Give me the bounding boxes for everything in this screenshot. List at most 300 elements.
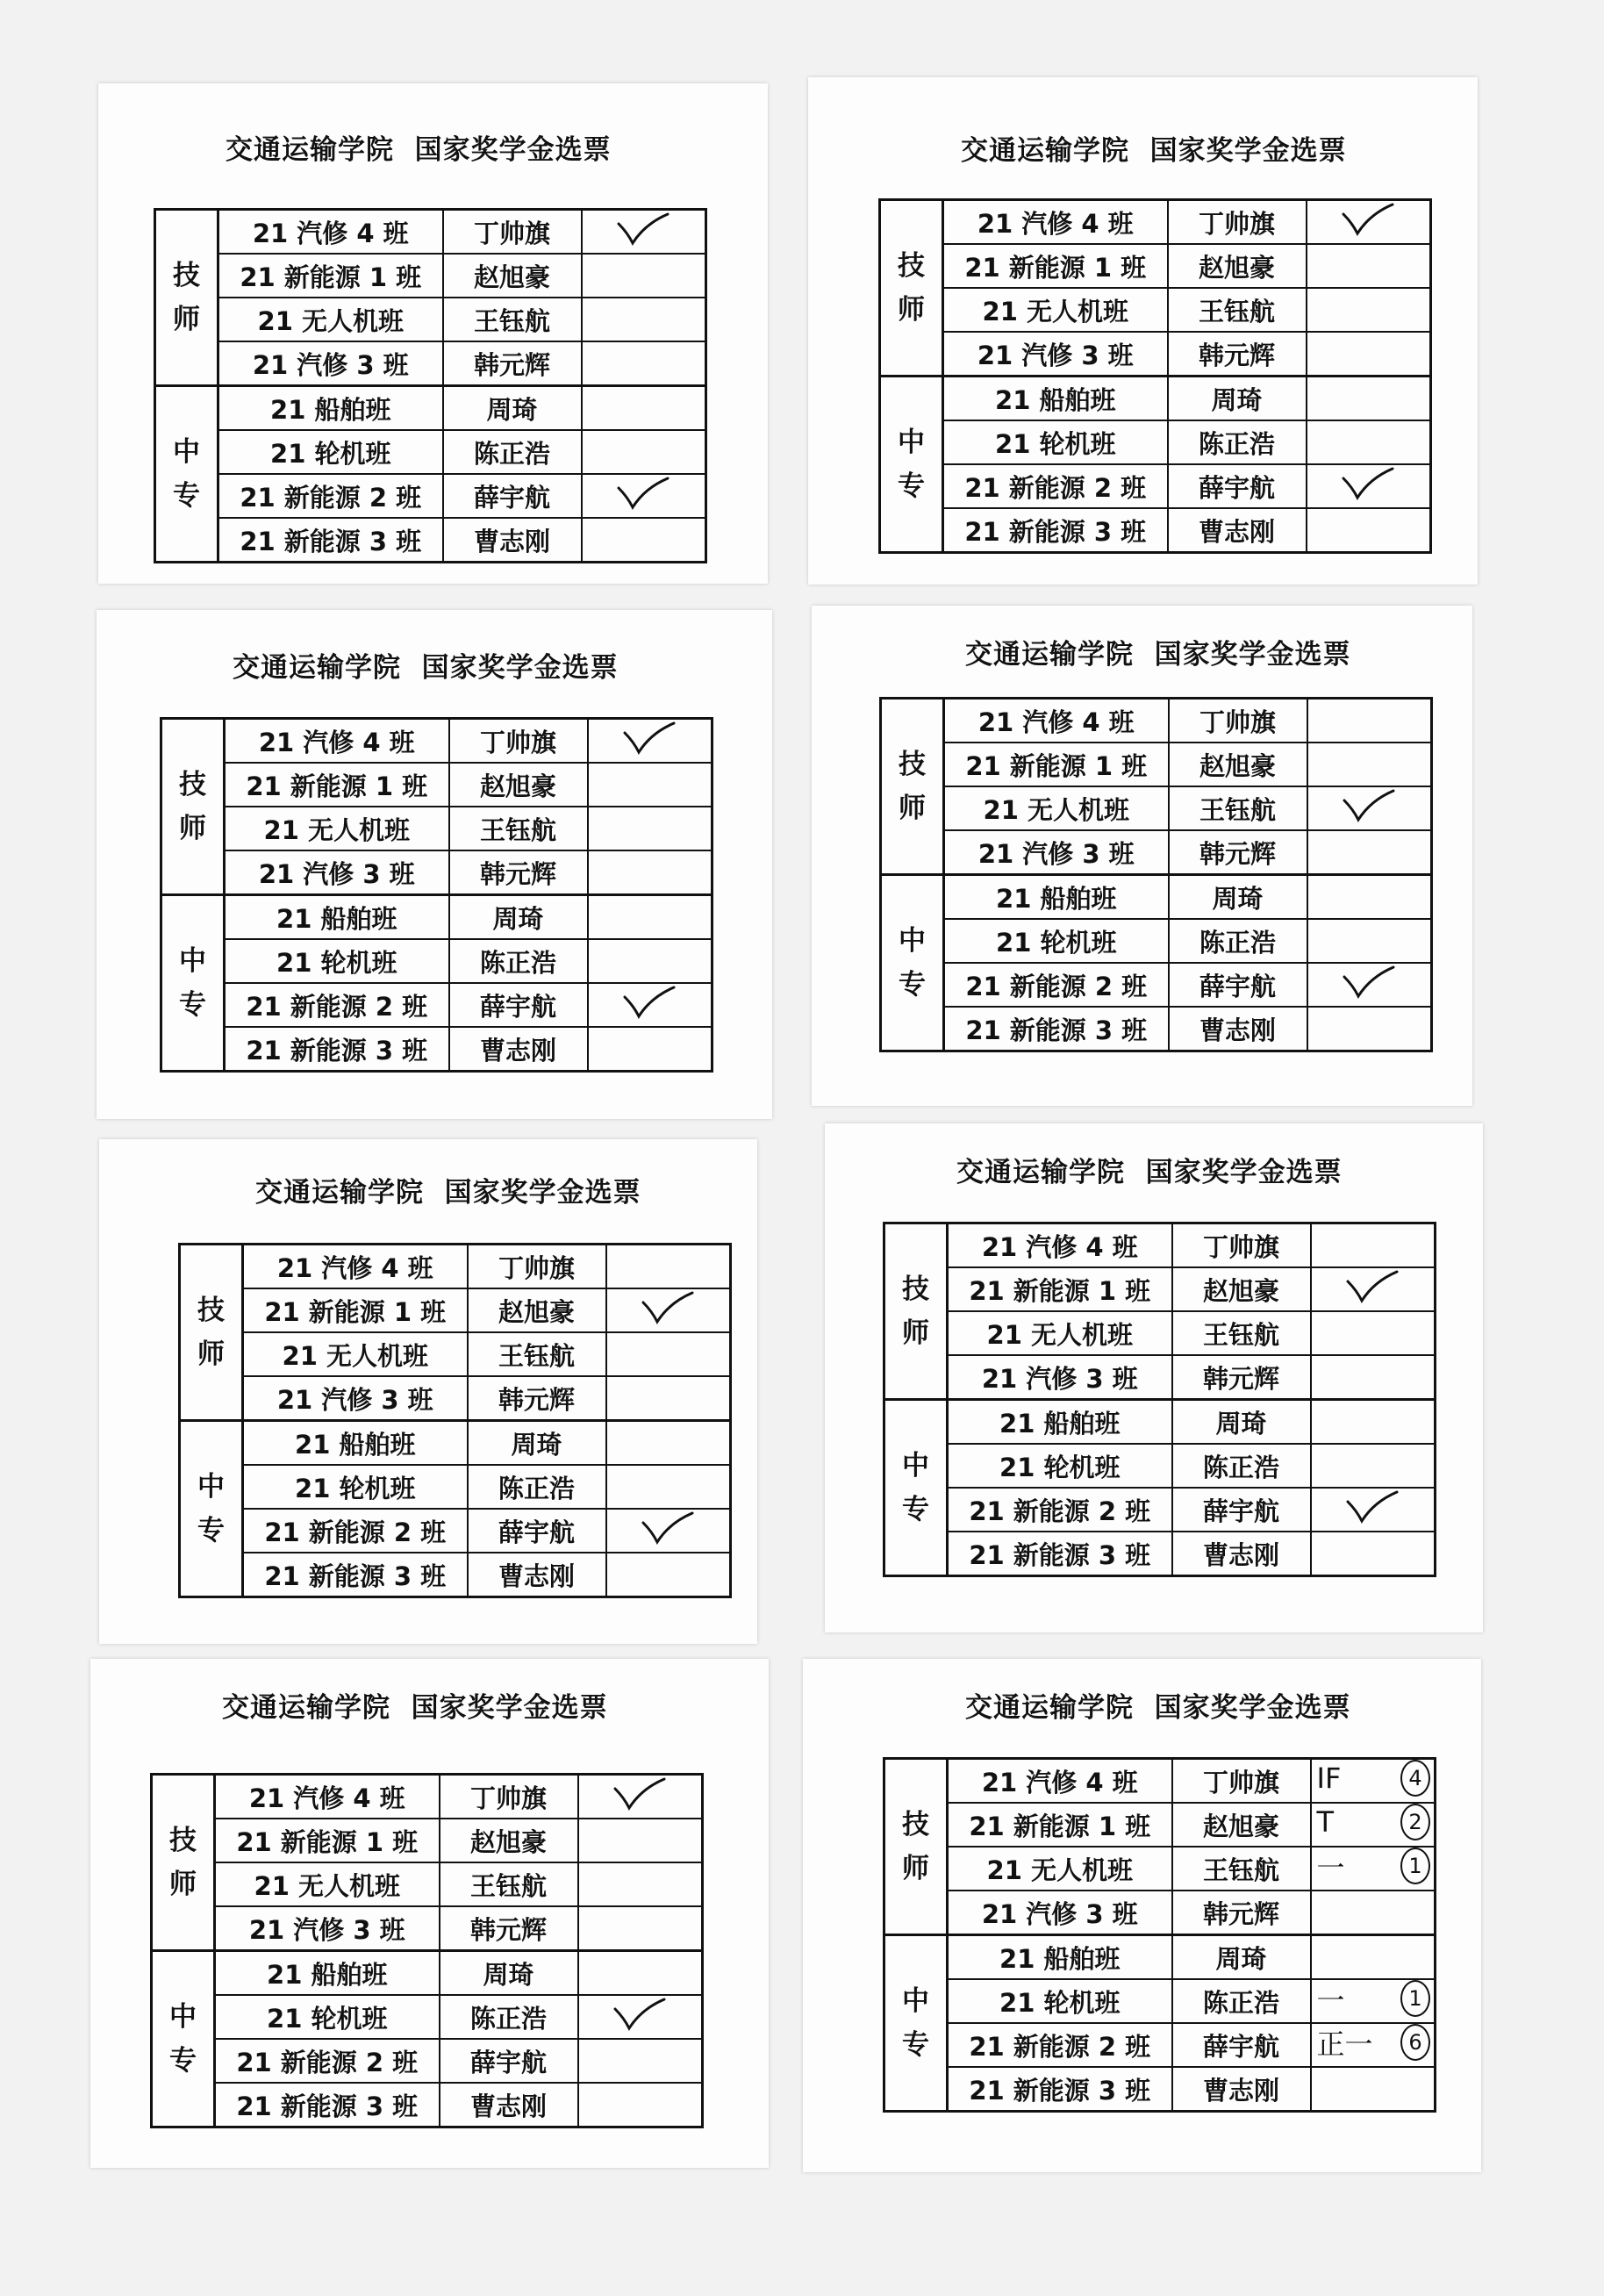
ballot-card [90,1659,769,2168]
class-cell: 21 新能源 1 班 [218,254,443,298]
class-cell: 21 汽修 3 班 [243,1376,468,1421]
vote-mark [1308,830,1431,871]
class-cell: 21 新能源 3 班 [948,1532,1172,1576]
vote-mark-cell[interactable] [606,1332,731,1376]
vote-mark-cell[interactable] [588,939,712,983]
vote-mark-cell[interactable] [1307,963,1432,1007]
vote-mark-cell[interactable] [588,1027,712,1072]
class-cell: 21 汽修 3 班 [218,341,443,386]
ballot-card [98,83,768,584]
vote-mark [1312,1979,1435,2020]
candidate-table [883,1222,1436,1577]
class-cell: 21 船舶班 [225,895,449,940]
group-label-char: 师 [179,813,206,844]
checkmark-icon [640,1290,696,1325]
candidate-name-cell: 周琦 [443,386,582,431]
vote-mark-cell[interactable] [1307,743,1432,786]
vote-mark [583,518,705,558]
checkmark-icon [1344,1269,1400,1304]
vote-mark-cell[interactable] [606,1288,731,1332]
group-label-char: 师 [169,1869,197,1900]
group-label-jishi [881,699,944,875]
vote-mark [1312,1891,1435,1931]
table-row [884,1311,1436,1355]
ballot-title: 交通运输学院 国家奖学金选票 [222,1692,608,1724]
table-row [881,875,1432,920]
class-cell: 21 轮机班 [948,1444,1172,1488]
vote-mark-cell[interactable] [1307,1007,1432,1051]
checkmark-icon [1340,202,1396,237]
candidate-name-cell: 周琦 [1168,377,1307,421]
ballot-card [99,1139,757,1644]
group-label-char: 专 [902,2029,929,2061]
table-row [880,288,1431,332]
table-row [884,1935,1436,1980]
checkmark-icon [1341,788,1397,823]
class-cell: 21 新能源 2 班 [948,2023,1172,2067]
candidate-name-cell: 陈正浩 [1172,1979,1311,2023]
tally-count-circle: 6 [1400,2024,1430,2061]
table-row [884,1532,1436,1576]
ballot-title: 交通运输学院 国家奖学金选票 [956,1157,1343,1188]
group-label-char: 技 [173,260,200,291]
vote-mark-cell[interactable] [1311,2023,1436,2067]
vote-mark-cell[interactable] [606,1421,731,1466]
vote-mark [589,939,712,979]
candidate-name-cell: 薛宇航 [468,1509,606,1553]
vote-mark-cell[interactable] [1311,1847,1436,1891]
candidate-name-cell: 王钰航 [1172,1311,1311,1355]
vote-mark [1312,1847,1435,1887]
table-row [152,1862,703,1906]
table-row [152,1951,703,1996]
vote-mark [607,1288,730,1329]
tally-count-circle: 4 [1400,1760,1430,1797]
candidate-name-cell: 丁帅旗 [449,719,588,764]
vote-mark-cell[interactable] [582,298,706,341]
class-cell: 21 无人机班 [948,1847,1172,1891]
vote-mark-cell[interactable] [1311,1311,1436,1355]
vote-mark [583,430,705,470]
table-row [152,1995,703,2039]
class-cell: 21 新能源 3 班 [948,2067,1172,2112]
vote-mark [1308,919,1431,959]
candidate-name-cell: 王钰航 [1169,786,1307,830]
candidate-name-cell: 赵旭豪 [1172,1267,1311,1311]
class-cell: 21 无人机班 [225,807,449,850]
vote-mark [583,341,705,382]
vote-mark-cell[interactable] [588,983,712,1027]
vote-mark-cell[interactable] [1311,1223,1436,1268]
class-cell: 21 汽修 4 班 [218,210,443,255]
vote-mark-cell[interactable] [1307,200,1431,245]
ballot-card [812,606,1472,1106]
ballot-card [808,77,1478,585]
group-label-zhongzhuan [880,377,943,553]
class-cell: 21 汽修 3 班 [948,1355,1172,1400]
table-row [884,1267,1436,1311]
candidate-table [879,697,1433,1052]
group-label-zhongzhuan [152,1951,215,2127]
table-row [884,1803,1436,1847]
vote-mark-cell[interactable] [1307,244,1431,288]
candidate-table [178,1243,732,1598]
candidate-name-cell: 王钰航 [440,1862,578,1906]
candidate-name-cell: 薛宇航 [449,983,588,1027]
candidate-name-cell: 陈正浩 [440,1995,578,2039]
group-label-char: 中 [902,1985,929,2017]
candidate-name-cell: 韩元辉 [1172,1355,1311,1400]
ballot-title: 交通运输学院 国家奖学金选票 [965,639,1351,671]
group-label-char: 技 [902,1809,929,1840]
table-row [881,919,1432,963]
group-label-char: 专 [902,1494,929,1525]
candidate-name-cell: 薛宇航 [443,474,582,518]
class-cell: 21 船舶班 [943,377,1168,421]
group-label-char: 中 [197,1471,225,1503]
class-cell: 21 新能源 1 班 [215,1819,440,1862]
vote-mark [1308,1007,1431,1047]
vote-mark-cell[interactable] [588,807,712,850]
table-row [884,1223,1436,1268]
vote-mark [1312,1400,1435,1440]
candidate-name-cell: 韩元辉 [1172,1891,1311,1935]
table-row [881,699,1432,743]
vote-mark [607,1245,730,1285]
vote-mark-cell[interactable] [1311,1355,1436,1400]
class-cell: 21 汽修 4 班 [215,1775,440,1819]
vote-mark [589,983,712,1023]
vote-mark-cell[interactable] [606,1376,731,1421]
vote-mark [1307,288,1430,328]
vote-mark-cell[interactable] [582,386,706,431]
class-cell: 21 船舶班 [243,1421,468,1466]
vote-mark-cell[interactable] [1311,1935,1436,1980]
vote-mark [1307,420,1430,461]
vote-mark [607,1421,730,1461]
candidate-name-cell: 王钰航 [1168,288,1307,332]
candidate-name-cell: 韩元辉 [1169,830,1307,875]
vote-mark [1312,1759,1435,1799]
ballot-card [97,610,772,1119]
vote-mark [607,1553,730,1593]
group-label-char: 技 [169,1825,197,1856]
checkmark-icon [640,1510,696,1546]
vote-mark [583,210,705,250]
table-row [880,200,1431,245]
vote-mark-cell[interactable] [578,1951,703,1996]
vote-mark-cell[interactable] [578,2039,703,2083]
candidate-name-cell: 陈正浩 [1169,919,1307,963]
class-cell: 21 无人机班 [215,1862,440,1906]
class-cell: 21 船舶班 [944,875,1169,920]
vote-mark [589,807,712,847]
group-label-char: 中 [179,945,206,977]
checkmark-icon [1340,466,1396,501]
candidate-name-cell: 韩元辉 [443,341,582,386]
candidate-name-cell: 陈正浩 [1168,420,1307,464]
vote-mark [1312,1267,1435,1308]
vote-mark-cell[interactable] [1307,332,1431,377]
ballot-title: 交通运输学院 国家奖学金选票 [233,652,619,684]
table-row [881,830,1432,875]
vote-mark [1312,2023,1435,2063]
candidate-table [150,1773,704,2128]
class-cell: 21 汽修 4 班 [243,1245,468,1289]
vote-mark-cell[interactable] [1311,1400,1436,1445]
group-label-char: 中 [173,436,200,468]
table-row [880,508,1431,553]
vote-mark-cell[interactable] [1311,1979,1436,2023]
vote-mark [1307,508,1430,549]
class-cell: 21 轮机班 [948,1979,1172,2023]
vote-mark-cell[interactable] [1311,1444,1436,1488]
candidate-name-cell: 曹志刚 [443,518,582,563]
class-cell: 21 轮机班 [943,420,1168,464]
table-row [161,895,712,940]
class-cell: 21 无人机班 [943,288,1168,332]
vote-mark-cell[interactable] [578,1819,703,1862]
vote-mark [579,2039,702,2079]
vote-mark-cell[interactable] [1311,1532,1436,1576]
vote-mark [1312,1311,1435,1352]
group-label-char: 中 [899,925,926,957]
group-label-char: 专 [169,2045,197,2077]
vote-mark-cell[interactable] [578,2083,703,2127]
class-cell: 21 轮机班 [225,939,449,983]
vote-mark-cell[interactable] [606,1245,731,1289]
group-label-char: 师 [898,294,925,326]
vote-mark-cell[interactable] [1307,508,1431,553]
candidate-name-cell: 韩元辉 [440,1906,578,1951]
candidate-name-cell: 周琦 [449,895,588,940]
class-cell: 21 新能源 1 班 [948,1803,1172,1847]
vote-mark-cell[interactable] [1307,875,1432,920]
candidate-name-cell: 韩元辉 [449,850,588,895]
class-cell: 21 新能源 2 班 [943,464,1168,508]
group-label-char: 师 [197,1338,225,1370]
class-cell: 21 无人机班 [944,786,1169,830]
vote-mark [1307,244,1430,284]
vote-mark-cell[interactable] [582,430,706,474]
vote-mark-cell[interactable] [1307,830,1432,875]
vote-mark-cell[interactable] [1307,786,1432,830]
group-label-jishi [884,1759,948,1935]
vote-mark-cell[interactable] [1311,1488,1436,1532]
candidate-name-cell: 曹志刚 [449,1027,588,1072]
class-cell: 21 新能源 2 班 [218,474,443,518]
table-row [152,1819,703,1862]
candidate-name-cell: 薛宇航 [440,2039,578,2083]
candidate-name-cell: 赵旭豪 [443,254,582,298]
vote-mark-cell[interactable] [1307,288,1431,332]
vote-mark [583,386,705,427]
class-cell: 21 新能源 2 班 [225,983,449,1027]
group-label-zhongzhuan [881,875,944,1051]
tally-count-circle: 1 [1400,1980,1430,2017]
class-cell: 21 无人机班 [243,1332,468,1376]
checkmark-icon [1341,965,1397,1000]
table-row [884,1488,1436,1532]
table-row [161,807,712,850]
table-row [155,254,706,298]
table-row [155,386,706,431]
table-row [884,1847,1436,1891]
vote-mark-cell[interactable] [1307,919,1432,963]
tally-mark: T [1316,1805,1335,1839]
vote-mark-cell[interactable] [1307,699,1432,743]
group-label-char: 师 [899,793,926,824]
tally-mark: 一 [1316,1850,1345,1884]
vote-mark [1312,1532,1435,1572]
class-cell: 21 船舶班 [948,1400,1172,1445]
class-cell: 21 新能源 3 班 [215,2083,440,2127]
candidate-name-cell: 薛宇航 [1169,963,1307,1007]
candidate-name-cell: 周琦 [440,1951,578,1996]
vote-mark-cell[interactable] [578,1775,703,1819]
checkmark-icon [1344,1489,1400,1525]
vote-mark [607,1376,730,1417]
vote-mark [589,763,712,803]
candidate-name-cell: 陈正浩 [468,1465,606,1509]
class-cell: 21 新能源 1 班 [243,1288,468,1332]
group-label-zhongzhuan [180,1421,243,1597]
table-row [180,1509,731,1553]
table-row [884,1400,1436,1445]
vote-mark [1307,332,1430,372]
vote-mark-cell[interactable] [588,895,712,940]
vote-mark-cell[interactable] [1307,377,1431,421]
vote-mark [583,298,705,338]
vote-mark-cell[interactable] [1307,420,1431,464]
checkmark-icon [615,212,671,247]
vote-mark-cell[interactable] [582,474,706,518]
vote-mark [1312,1355,1435,1396]
class-cell: 21 无人机班 [218,298,443,341]
table-row [884,1355,1436,1400]
group-label-jishi [152,1775,215,1951]
table-row [161,939,712,983]
group-label-char: 专 [898,470,925,502]
vote-mark-cell[interactable] [578,1995,703,2039]
vote-mark [1308,743,1431,783]
candidate-name-cell: 王钰航 [443,298,582,341]
candidate-name-cell: 赵旭豪 [1172,1803,1311,1847]
vote-mark [589,895,712,936]
vote-mark-cell[interactable] [588,850,712,895]
vote-mark-cell[interactable] [582,518,706,563]
candidate-name-cell: 赵旭豪 [449,763,588,807]
class-cell: 21 新能源 2 班 [944,963,1169,1007]
vote-mark [1307,377,1430,417]
group-label-jishi [884,1223,948,1400]
group-label-char: 专 [173,480,200,512]
candidate-name-cell: 赵旭豪 [1169,743,1307,786]
class-cell: 21 无人机班 [948,1311,1172,1355]
checkmark-icon [621,985,677,1020]
vote-mark-cell[interactable] [606,1465,731,1509]
vote-mark [579,1951,702,1991]
vote-mark-cell[interactable] [1311,1267,1436,1311]
candidate-name-cell: 丁帅旗 [1168,200,1307,245]
vote-mark [1312,1444,1435,1484]
group-label-char: 技 [179,769,206,800]
candidate-name-cell: 曹志刚 [440,2083,578,2127]
ballot-card [803,1659,1481,2172]
vote-mark-cell[interactable] [582,341,706,386]
table-row [884,1891,1436,1935]
vote-mark [579,1819,702,1859]
candidate-name-cell: 陈正浩 [449,939,588,983]
tally-mark: IF [1316,1761,1342,1795]
table-row [884,2023,1436,2067]
ballot-title: 交通运输学院 国家奖学金选票 [226,134,612,166]
table-row [880,332,1431,377]
class-cell: 21 汽修 4 班 [225,719,449,764]
class-cell: 21 轮机班 [215,1995,440,2039]
table-row [884,1979,1436,2023]
candidate-name-cell: 丁帅旗 [1169,699,1307,743]
candidate-name-cell: 韩元辉 [1168,332,1307,377]
checkmark-icon [615,476,671,511]
class-cell: 21 新能源 1 班 [948,1267,1172,1311]
vote-mark-cell[interactable] [582,210,706,255]
class-cell: 21 新能源 2 班 [215,2039,440,2083]
vote-mark [1308,699,1431,739]
group-label-jishi [161,719,225,895]
vote-mark-cell[interactable] [588,719,712,764]
vote-mark-cell[interactable] [578,1862,703,1906]
vote-mark-cell[interactable] [1311,1891,1436,1935]
candidate-name-cell: 韩元辉 [468,1376,606,1421]
ballot-title: 交通运输学院 国家奖学金选票 [961,135,1347,167]
vote-mark [1308,963,1431,1003]
vote-mark-cell[interactable] [606,1509,731,1553]
group-label-char: 中 [898,427,925,458]
candidate-name-cell: 赵旭豪 [1168,244,1307,288]
table-row [155,210,706,255]
candidate-name-cell: 陈正浩 [1172,1444,1311,1488]
vote-mark [579,2083,702,2123]
vote-mark-cell[interactable] [1311,1803,1436,1847]
class-cell: 21 汽修 4 班 [948,1759,1172,1804]
vote-mark-cell[interactable] [1311,1759,1436,1804]
vote-mark-cell[interactable] [578,1906,703,1951]
candidate-name-cell: 周琦 [1172,1935,1311,1980]
vote-mark [1312,2067,1435,2107]
class-cell: 21 新能源 1 班 [944,743,1169,786]
class-cell: 21 新能源 3 班 [944,1007,1169,1051]
vote-mark-cell[interactable] [588,763,712,807]
vote-mark-cell[interactable] [1307,464,1431,508]
group-label-char: 师 [902,1317,929,1349]
candidate-name-cell: 曹志刚 [1172,2067,1311,2112]
candidate-name-cell: 薛宇航 [1172,1488,1311,1532]
vote-mark [589,850,712,891]
candidate-name-cell: 薛宇航 [1172,2023,1311,2067]
candidate-name-cell: 丁帅旗 [440,1775,578,1819]
vote-mark-cell[interactable] [1311,2067,1436,2112]
table-row [881,743,1432,786]
group-label-zhongzhuan [155,386,218,563]
vote-mark-cell[interactable] [582,254,706,298]
vote-mark-cell[interactable] [606,1553,731,1597]
class-cell: 21 汽修 4 班 [944,699,1169,743]
group-label-char: 中 [902,1450,929,1482]
group-label-jishi [880,200,943,377]
tally-mark: 一 [1316,1983,1345,2017]
candidate-name-cell: 丁帅旗 [1172,1223,1311,1268]
